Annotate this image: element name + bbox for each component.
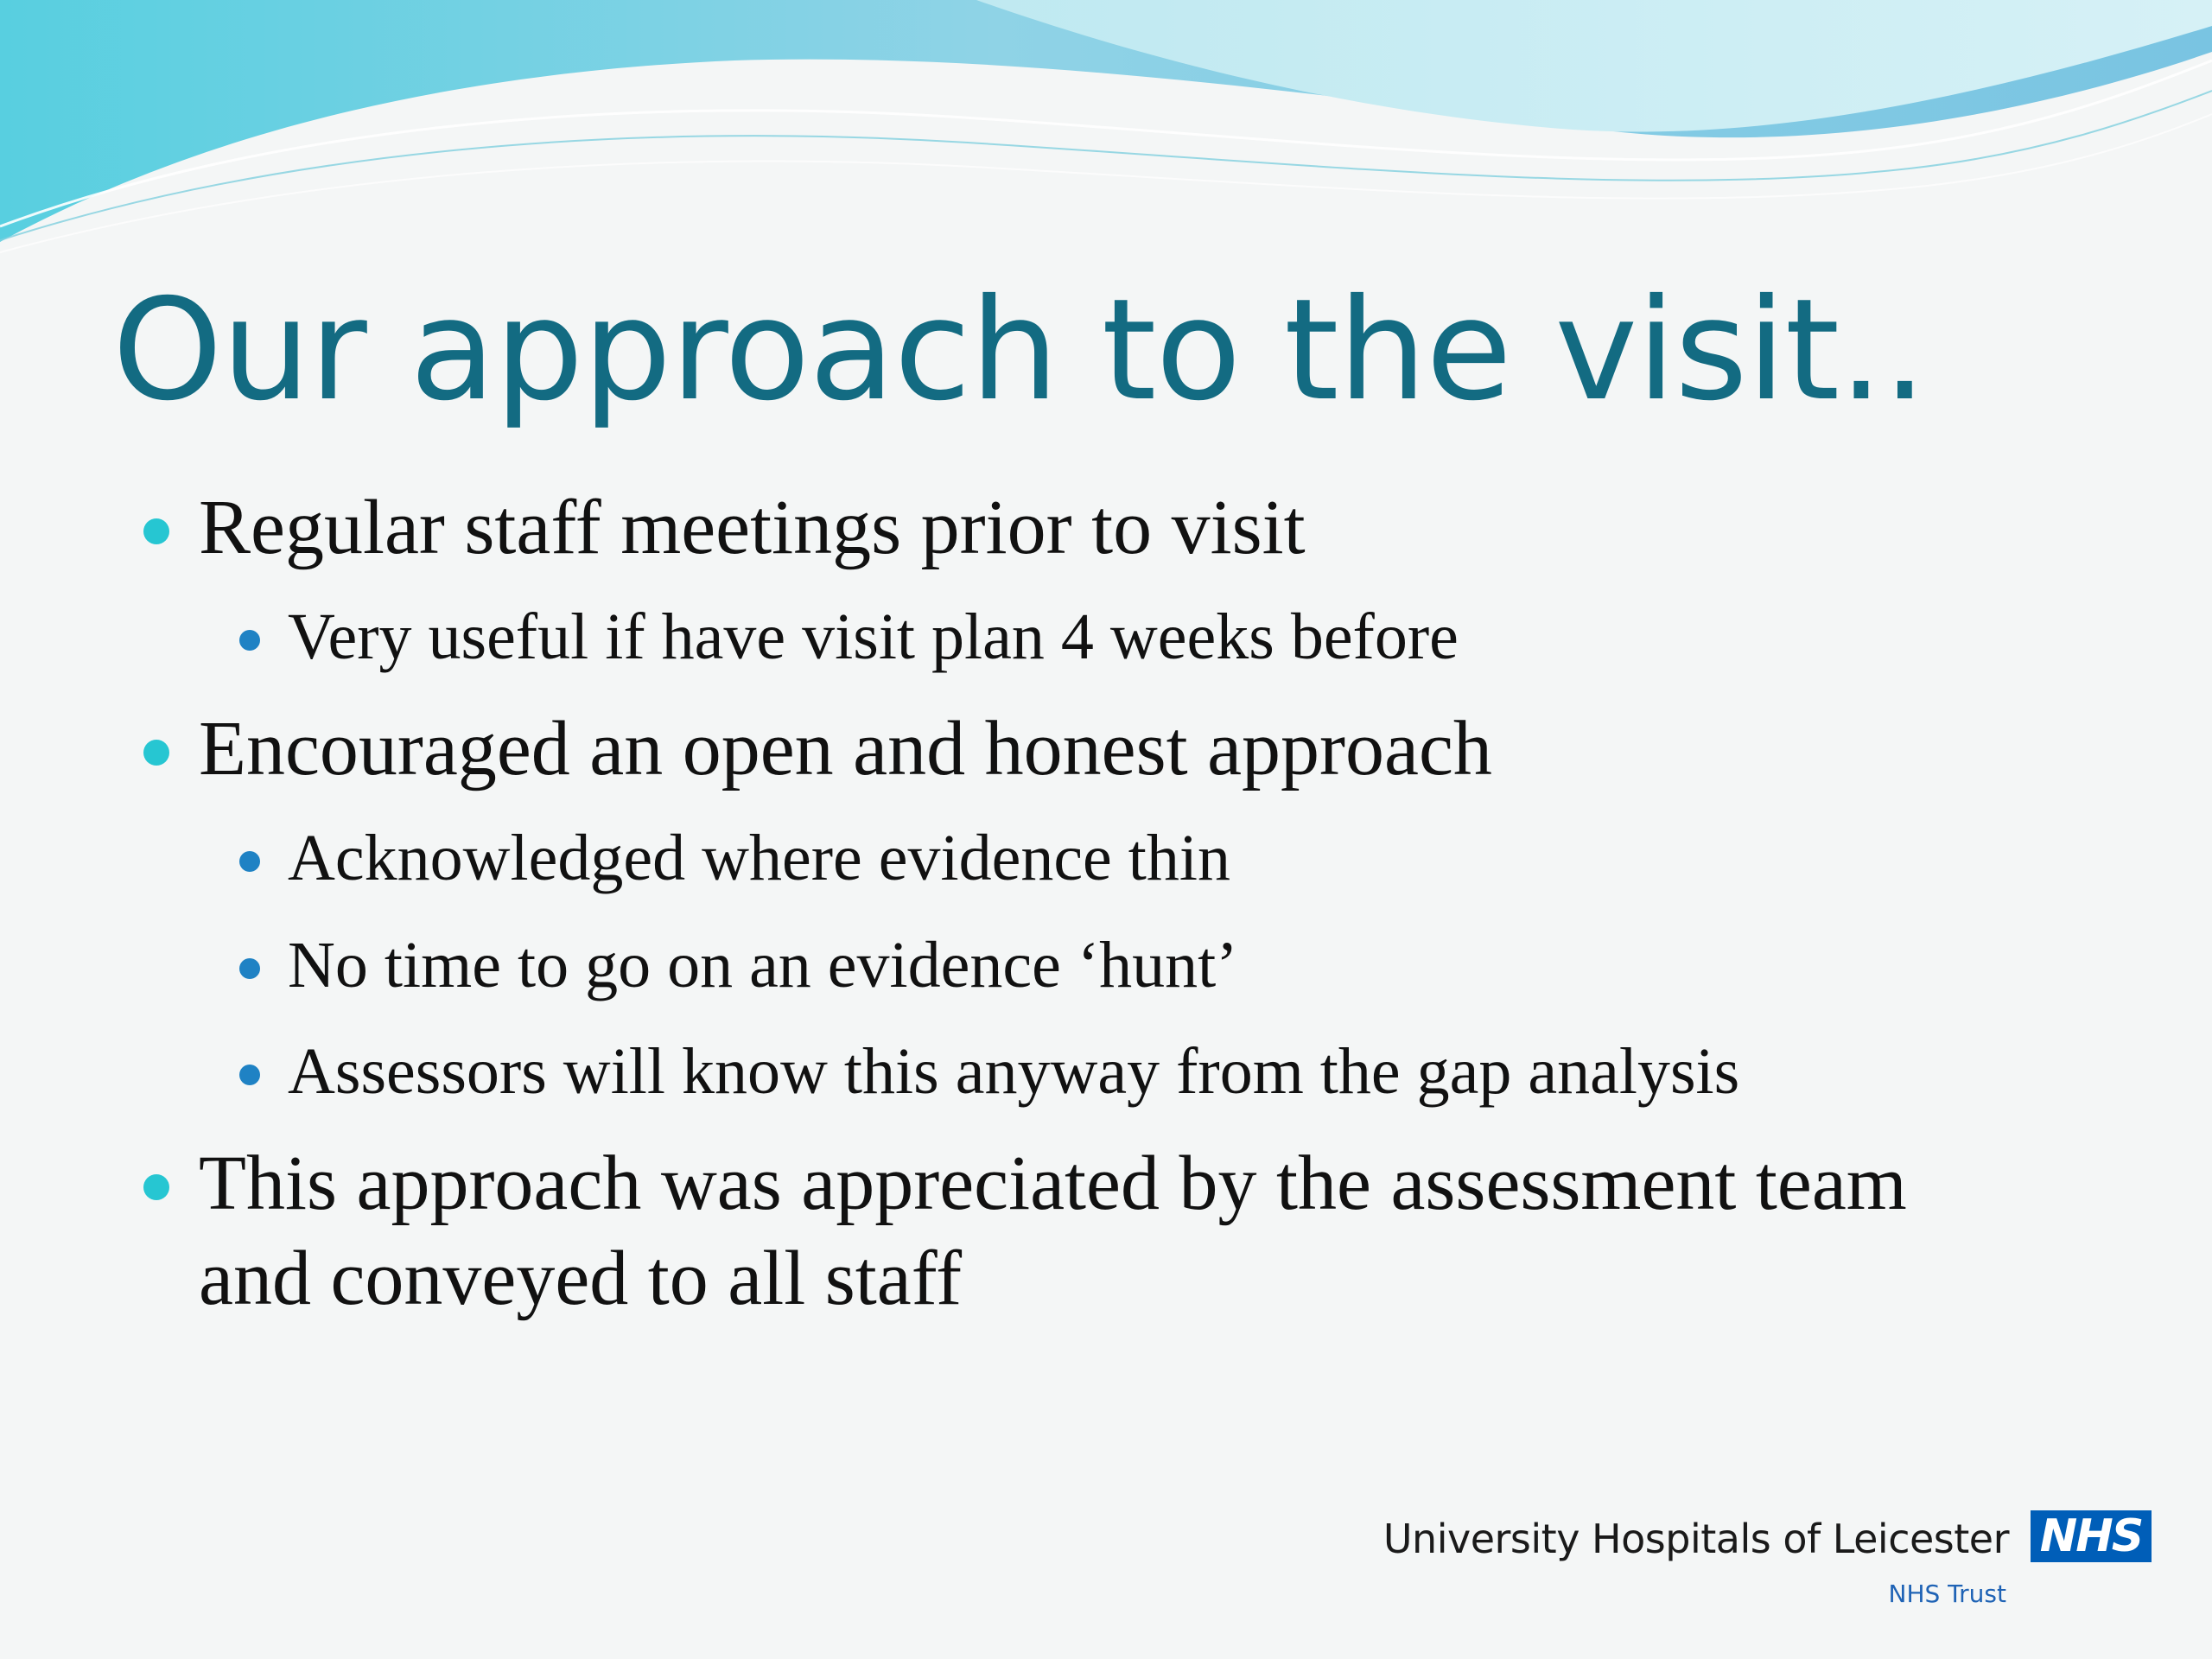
slide-title: Our approach to the visit.. (112, 270, 1927, 432)
bullet-item-level2 (288, 594, 1459, 680)
bullet-item-level2 (288, 922, 1238, 1008)
bullet-text: Encouraged an open and honest approach (199, 706, 1492, 791)
bullet-text: Assessors will know this anyway from the gap analysis (288, 1035, 1740, 1108)
nhs-badge: NHS (2031, 1510, 2152, 1562)
bullet-dot-icon (239, 851, 260, 872)
bullet-item-level2 (288, 1028, 1739, 1115)
header-wave-decoration (0, 0, 2212, 276)
logo-organization-name: University Hospitals of Leicester (1382, 1516, 2009, 1562)
bullet-text: Very useful if have visit plan 4 weeks before (288, 601, 1459, 673)
bullet-dot-icon (143, 1174, 169, 1200)
bullet-dot-icon (239, 1065, 260, 1085)
bullet-item-level2 (288, 815, 1230, 901)
bullet-dot-icon (239, 630, 260, 651)
bullet-text: No time to go on an evidence ‘hunt’ (288, 929, 1238, 1001)
bullet-item-level1 (199, 480, 1306, 575)
logo-trust-label: NHS Trust (1888, 1580, 2006, 1608)
bullet-dot-icon (239, 958, 260, 979)
bullet-text: This approach was appreciated by the assessment team (199, 1141, 1907, 1226)
bullet-dot-icon (143, 518, 169, 544)
bullet-item-level1 (199, 702, 1492, 797)
bullet-text: Acknowledged where evidence thin (288, 822, 1231, 894)
nhs-trust-logo (1382, 1505, 2160, 1609)
bullet-item-level1 (199, 1136, 1907, 1326)
bullet-dot-icon (143, 740, 169, 766)
bullet-text: Regular staff meetings prior to visit (199, 485, 1306, 570)
bullet-text-continuation: and conveyed to all staff (199, 1236, 963, 1321)
